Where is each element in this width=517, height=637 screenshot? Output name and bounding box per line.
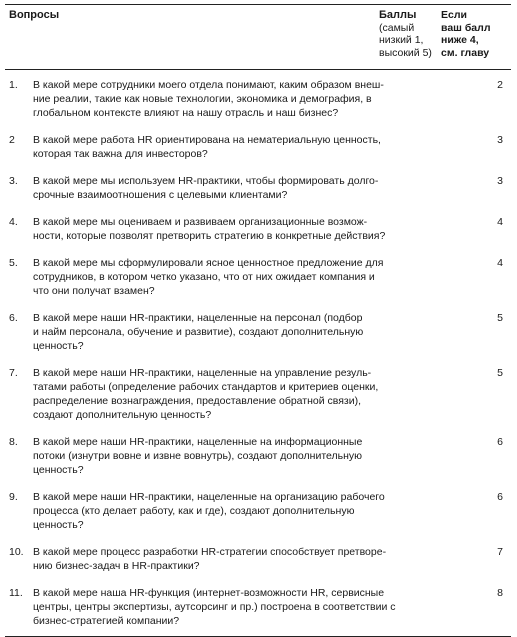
table-row [5,422,511,477]
question-text-line: глобальном контексте влияют на нашу отрасль и наш бизнес? [33,107,339,119]
question-number: 1. [9,79,18,91]
question-number: 6. [9,312,18,324]
question-number: 3. [9,175,18,187]
table-row [5,477,511,532]
question-text-line: ценность? [33,519,84,531]
question-text [33,545,387,573]
question-number: 7. [9,367,18,379]
table-row [5,202,511,243]
header-if-line: ниже 4, [441,34,479,46]
question-score: 4 [497,257,503,269]
question-text-line: и найм персонала, обучение и развитие), создают дополнительную [33,326,364,338]
table-row [5,573,511,636]
question-text [33,215,386,243]
question-text-line: В какой мере наши HR-практики, нацеленные на информационные [33,436,363,448]
header-if-line: ваш балл [441,21,491,34]
question-text-line: В какой мере наша HR-функция (интернет-возможности HR, сервисные [33,587,385,599]
question-text [33,490,385,532]
header-score-line: низкий 1, [379,34,424,46]
question-score: 4 [497,216,503,228]
question-text-line: В какой мере мы сформулировали ясное ценностное предложение для [33,257,384,269]
header-if-line: см. главу [441,46,490,59]
question-text-line: создают дополнительную ценность? [33,409,212,421]
question-text-line: В какой мере процесс разработки HR-стратегии способствует претворе- [33,546,387,558]
question-number: 8. [9,436,18,448]
question-text-line: ние реалии, такие как новые технологии, экономика и демография, в [33,93,372,105]
question-number: 2 [9,134,15,146]
question-text-line: В какой мере наши HR-практики, нацеленные на организацию рабочего [33,491,385,503]
table-header [5,5,511,69]
question-score: 3 [497,175,503,187]
header-questions: Вопросы [9,9,60,21]
header-if-line: Если [441,9,467,21]
question-score: 2 [497,79,503,91]
question-text-line: В какой мере работа HR ориентирована на нематериальную ценность, [33,134,381,146]
question-number: 4. [9,216,18,228]
question-text [33,174,379,202]
table-row [5,243,511,298]
question-text-line: В какой мере мы оцениваем и развиваем организационные возмож- [33,216,368,228]
question-score: 5 [497,312,503,324]
questionnaire-table [5,4,511,637]
question-text-line: которая так важна для инвесторов? [33,148,208,160]
question-score: 5 [497,367,503,379]
question-score: 6 [497,491,503,503]
question-text-line: В какой мере наши HR-практики, нацеленные на персонал (подбор [33,312,363,324]
question-score: 7 [497,546,503,558]
question-text [33,586,396,628]
question-text-line: сотрудников, в котором четко указано, что от них ожидает компания и [33,271,375,283]
question-text-line: потоки (изнутри вовне и извне вовнутрь), создают дополнительную [33,450,363,462]
table-row [5,120,511,161]
table-row [5,298,511,353]
question-text-line: В какой мере сотрудники моего отдела понимают, каким образом внеш- [33,79,384,91]
header-score-line: (самый [379,21,415,34]
question-text-line: процесса (кто делает работу, как и где), создают дополнительную [33,505,355,517]
question-text [33,256,384,298]
question-text-line: ности, которые позволят претворить стратегию в конкретные действия? [33,230,386,242]
header-score [379,9,441,69]
question-text-line: срочные взаимоотношения с целевыми клиентами? [33,189,288,201]
question-text-line: татами работы (определение рабочих стандартов и критериев оценки, [33,381,379,393]
table-row [5,161,511,202]
question-text [33,435,369,477]
question-number: 9. [9,491,18,503]
question-text-line: бизнес-стратегией компании? [33,615,180,627]
table-row [5,70,511,120]
question-text-line: центры, центры экспертизы, аутсорсинг и пр.) построена в соответствии с [33,601,396,613]
question-score: 3 [497,134,503,146]
question-score: 6 [497,436,503,448]
question-text-line: что они получат взамен? [33,285,155,297]
question-text [33,78,384,120]
header-see-chapter [441,9,511,69]
question-text-line: нию бизнес-задач в HR-практики? [33,560,200,572]
question-text [33,311,369,353]
question-number: 10. [9,546,24,558]
question-number: 11. [9,587,23,599]
table-row [5,353,511,422]
question-text-line: В какой мере мы используем HR-практики, чтобы формировать долго- [33,175,379,187]
question-text [33,366,379,422]
question-score: 8 [497,587,503,599]
question-text-line: ценность? [33,464,84,476]
question-text-line: В какой мере наши HR-практики, нацеленные на управление резуль- [33,367,372,379]
question-number: 5. [9,257,18,269]
question-text-line: распределение вознаграждения, предоставление обратной связи), [33,395,362,407]
header-score-title: Баллы [379,9,417,21]
table-row [5,532,511,573]
question-rows [5,70,511,636]
question-text [33,133,381,161]
question-text-line: ценность? [33,340,84,352]
header-score-line: высокий 5) [379,46,432,59]
